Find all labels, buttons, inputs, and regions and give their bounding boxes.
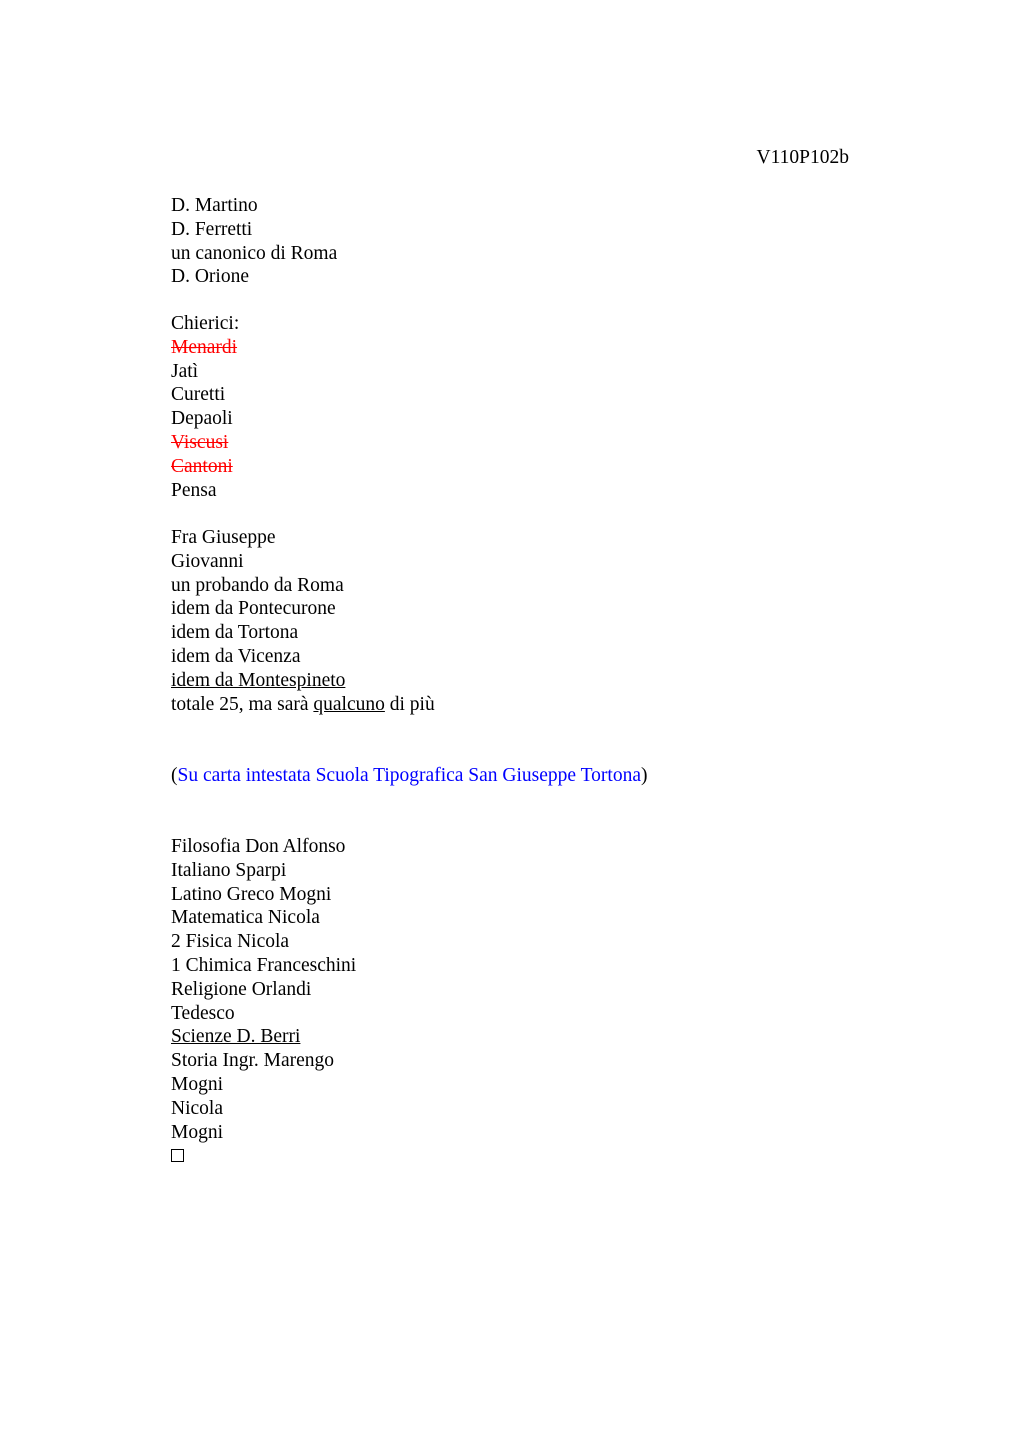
- subject-item: Filosofia Don Alfonso: [171, 836, 346, 857]
- cleric-name: Jatì: [171, 360, 199, 382]
- subject-item: Tedesco: [171, 1002, 235, 1024]
- subject-item: Matematica Nicola: [171, 907, 320, 929]
- note-text: Su carta intestata Scuola Tipografica San Giuseppe Tortona: [177, 765, 641, 786]
- subject-item: 1 Chimica Franceschini: [171, 954, 357, 976]
- letterhead-note: [171, 764, 647, 788]
- list-item-underlined: idem da Montespineto: [171, 669, 346, 691]
- list-item: un probando da Roma: [171, 574, 344, 596]
- subject-item: Mogni: [171, 1121, 224, 1143]
- subject-item: Mogni: [171, 1073, 224, 1095]
- priest-item: D. Martino: [171, 195, 258, 216]
- priests-list: [171, 194, 337, 289]
- list-item: Giovanni: [171, 550, 244, 572]
- note-close-paren: ): [640, 765, 648, 786]
- total-prefix: totale 25, ma sarà: [171, 693, 309, 715]
- cleric-name-struck: Menardi: [171, 336, 238, 358]
- subject-item: Latino Greco Mogni: [171, 883, 332, 905]
- cleric-name: Pensa: [171, 479, 217, 501]
- priest-item: D. Orione: [171, 266, 249, 288]
- subject-item: Religione Orlandi: [171, 978, 312, 1000]
- others-list: [171, 526, 435, 716]
- clerics-list: [171, 312, 239, 502]
- list-item: idem da Vicenza: [171, 645, 301, 667]
- priest-item: D. Ferretti: [171, 218, 253, 240]
- list-item: idem da Pontecurone: [171, 598, 336, 620]
- document-id: V110P102b: [756, 147, 849, 168]
- cleric-name: Curetti: [171, 384, 226, 406]
- list-item: idem da Tortona: [171, 622, 299, 644]
- total-suffix: di più: [389, 693, 435, 715]
- subject-item-underlined: Scienze D. Berri: [171, 1026, 301, 1048]
- empty-box-glyph: [171, 1149, 184, 1162]
- subjects-list: [171, 835, 356, 1168]
- list-item: Fra Giuseppe: [171, 527, 276, 548]
- total-line: [171, 693, 435, 717]
- total-underlined-word: qualcuno: [313, 693, 385, 715]
- cleric-name: Depaoli: [171, 408, 233, 430]
- subject-item: Nicola: [171, 1097, 223, 1119]
- priest-item: un canonico di Roma: [171, 242, 338, 264]
- clerics-heading: Chierici:: [171, 313, 240, 334]
- note-open-paren: (: [171, 765, 178, 786]
- cleric-name-struck: Cantoni: [171, 455, 233, 477]
- subject-item: Italiano Sparpi: [171, 859, 287, 881]
- subject-item: 2 Fisica Nicola: [171, 931, 290, 953]
- cleric-name-struck: Viscusi: [171, 431, 229, 453]
- subject-item: Storia Ingr. Marengo: [171, 1050, 335, 1072]
